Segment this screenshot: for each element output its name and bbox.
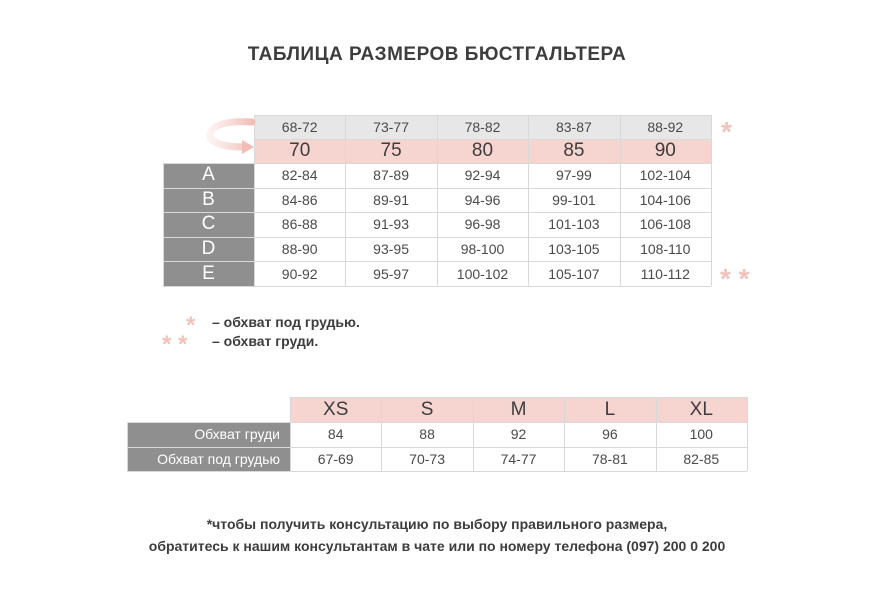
size-header-cell: XS bbox=[290, 397, 381, 422]
size-header-cell: S bbox=[381, 397, 472, 422]
grid-line bbox=[254, 286, 711, 287]
size-header-cell: M bbox=[473, 397, 564, 422]
grid-line bbox=[254, 139, 711, 140]
bust-range-cell: 87-89 bbox=[373, 167, 409, 184]
bust-range-cell: 84-86 bbox=[281, 191, 318, 208]
footer-note-line2: обратитесь к нашим консультантам в чате или по номеру телефона (097) 200 0 200 bbox=[148, 538, 726, 554]
grid-line bbox=[620, 115, 621, 286]
bust-range-cell: 102-104 bbox=[639, 167, 691, 184]
band-size-cell: 85 bbox=[528, 139, 619, 163]
bust-range-cell: 110-112 bbox=[640, 265, 690, 282]
bust-range-cell: 100-102 bbox=[456, 265, 509, 282]
band-range-cell: 73-77 bbox=[345, 115, 436, 139]
bust-range-cell: 95-97 bbox=[373, 265, 409, 282]
measure-value-cell: 92 bbox=[510, 426, 527, 443]
grid-line bbox=[163, 212, 254, 213]
bust-range-cell: 82-84 bbox=[281, 167, 318, 184]
measure-value-cell: 82-85 bbox=[683, 450, 720, 467]
grid-line bbox=[254, 115, 711, 116]
bust-range-cell: 93-95 bbox=[373, 241, 409, 258]
bust-range-cell: 91-93 bbox=[373, 216, 409, 233]
grid-line bbox=[290, 397, 747, 398]
grid-line bbox=[290, 471, 747, 472]
band-range-cell: 88-92 bbox=[620, 115, 711, 139]
grid-line bbox=[437, 115, 438, 286]
bust-range-cell: 101-103 bbox=[548, 216, 600, 233]
legend-double-text: – обхват груди. bbox=[212, 333, 319, 349]
band-range-cell: 83-87 bbox=[528, 115, 619, 139]
measure-label-cell: Обхват груди bbox=[127, 422, 290, 447]
legend-single-text: – обхват под грудью. bbox=[212, 314, 360, 330]
legend-single-mark: * bbox=[186, 312, 196, 339]
size-header-cell: L bbox=[564, 397, 655, 422]
double-asterisk-mark: * * bbox=[720, 263, 750, 294]
grid-line bbox=[163, 163, 164, 286]
grid-line bbox=[254, 237, 711, 238]
measure-value-cell: 96 bbox=[602, 426, 618, 443]
bust-range-cell: 86-88 bbox=[281, 216, 318, 233]
cup-label-cell: D bbox=[163, 237, 254, 262]
bust-range-cell: 89-91 bbox=[373, 191, 409, 208]
grid-line bbox=[290, 397, 291, 471]
legend-double-mark: * * bbox=[162, 331, 188, 358]
measure-value-cell: 84 bbox=[327, 426, 344, 443]
grid-line bbox=[564, 397, 565, 471]
bust-range-cell: 105-107 bbox=[548, 265, 600, 282]
cup-label-cell: A bbox=[163, 163, 254, 188]
bust-range-cell: 108-110 bbox=[640, 241, 691, 258]
bust-range-cell: 88-90 bbox=[281, 241, 318, 258]
grid-line bbox=[254, 188, 711, 189]
grid-line bbox=[127, 471, 290, 472]
single-asterisk-mark: * bbox=[721, 116, 732, 147]
grid-line bbox=[163, 286, 254, 287]
grid-line bbox=[127, 422, 290, 423]
bust-range-cell: 103-105 bbox=[548, 241, 600, 258]
measure-value-cell: 67-69 bbox=[317, 450, 354, 467]
measure-value-cell: 74-77 bbox=[500, 450, 537, 467]
bust-range-cell: 92-94 bbox=[464, 167, 501, 184]
bust-range-cell: 106-108 bbox=[639, 216, 691, 233]
grid-line bbox=[127, 447, 290, 448]
size-header-cell: XL bbox=[656, 397, 747, 422]
grid-line bbox=[163, 261, 254, 262]
grid-line bbox=[163, 237, 254, 238]
bust-range-cell: 94-96 bbox=[464, 191, 501, 208]
grid-line bbox=[528, 115, 529, 286]
grid-line bbox=[656, 397, 657, 471]
bust-range-cell: 99-101 bbox=[552, 191, 596, 208]
grid-line bbox=[254, 163, 711, 164]
band-range-cell: 78-82 bbox=[437, 115, 528, 139]
grid-line bbox=[290, 447, 747, 448]
band-size-cell: 90 bbox=[620, 139, 711, 163]
band-size-cell: 80 bbox=[437, 139, 528, 163]
grid-line bbox=[381, 397, 382, 471]
grid-line bbox=[711, 115, 712, 286]
bust-range-cell: 90-92 bbox=[281, 265, 318, 282]
grid-line bbox=[163, 163, 254, 164]
bust-range-cell: 97-99 bbox=[555, 167, 592, 184]
grid-line bbox=[254, 212, 711, 213]
page-title: ТАБЛИЦА РАЗМЕРОВ БЮСТГАЛЬТЕРА bbox=[247, 44, 627, 65]
grid-line bbox=[345, 115, 346, 286]
grid-line bbox=[747, 397, 748, 471]
footer-note-line1: *чтобы получить консультацию по выбору правильного размера, bbox=[206, 516, 668, 532]
grid-line bbox=[254, 261, 711, 262]
measure-value-cell: 70-73 bbox=[409, 450, 445, 467]
measure-value-cell: 100 bbox=[689, 426, 713, 443]
band-size-cell: 75 bbox=[345, 139, 436, 163]
grid-line bbox=[290, 422, 747, 423]
cup-label-cell: B bbox=[163, 188, 254, 213]
measure-value-cell: 88 bbox=[419, 426, 435, 443]
bust-range-cell: 104-106 bbox=[639, 191, 691, 208]
bust-range-cell: 96-98 bbox=[464, 216, 501, 233]
grid-line bbox=[473, 397, 474, 471]
bust-range-cell: 98-100 bbox=[460, 241, 505, 258]
band-range-cell: 68-72 bbox=[254, 115, 345, 139]
cup-label-cell: C bbox=[163, 212, 254, 237]
curved-arrow-icon bbox=[206, 114, 256, 158]
grid-line bbox=[163, 188, 254, 189]
cup-label-cell: E bbox=[163, 261, 254, 286]
grid-line bbox=[127, 422, 128, 471]
band-size-cell: 70 bbox=[254, 139, 345, 163]
measure-value-cell: 78-81 bbox=[591, 450, 628, 467]
measure-label-cell: Обхват под грудью bbox=[127, 447, 290, 472]
